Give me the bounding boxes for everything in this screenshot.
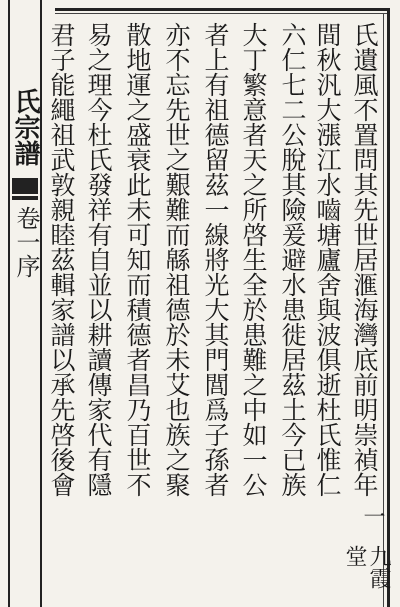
- hall-name: 九霞堂: [342, 545, 391, 589]
- text-column-6: 亦不忘先世之艱難而緜祖德於未艾也族之聚: [162, 22, 191, 497]
- fish-tail-mark-line: [12, 196, 38, 200]
- text-column-1: 氏遺風不置問其先世居滙海灣底前明崇禎年: [350, 22, 379, 497]
- text-column-9: 君子能繩祖武敦親睦茲輯家譜以承先啓後會: [47, 22, 76, 497]
- page-number: 一: [360, 505, 385, 527]
- text-column-3: 六仁七二公脫其險爰避水患徙居茲土今已族: [278, 22, 307, 497]
- text-column-7: 散地運之盛衰此未可知而積德者昌乃百世不: [123, 22, 152, 497]
- banxin-right-line: [40, 0, 42, 607]
- text-column-5: 者上有祖德留茲一線將光大其門閭爲子孫者: [201, 22, 230, 497]
- volume-label: 卷一: [12, 206, 40, 254]
- banxin-title: 氏宗譜: [10, 88, 40, 166]
- frame-top-inner-border: [55, 13, 390, 14]
- text-column-8: 易之理今杜氏發祥有自並以耕讀傳家代有隱: [84, 22, 113, 497]
- section-label: 序: [12, 254, 40, 278]
- text-column-4: 大丁繁意者天之所啓生全於患難之中如一公: [239, 22, 268, 497]
- banxin-volume: [13, 206, 39, 278]
- text-column-2: 間秋汎大漲江水嚙塘廬舍與波俱逝杜氏惟仁: [313, 22, 342, 497]
- fish-tail-mark: [12, 178, 38, 194]
- frame-top-border: [55, 8, 390, 11]
